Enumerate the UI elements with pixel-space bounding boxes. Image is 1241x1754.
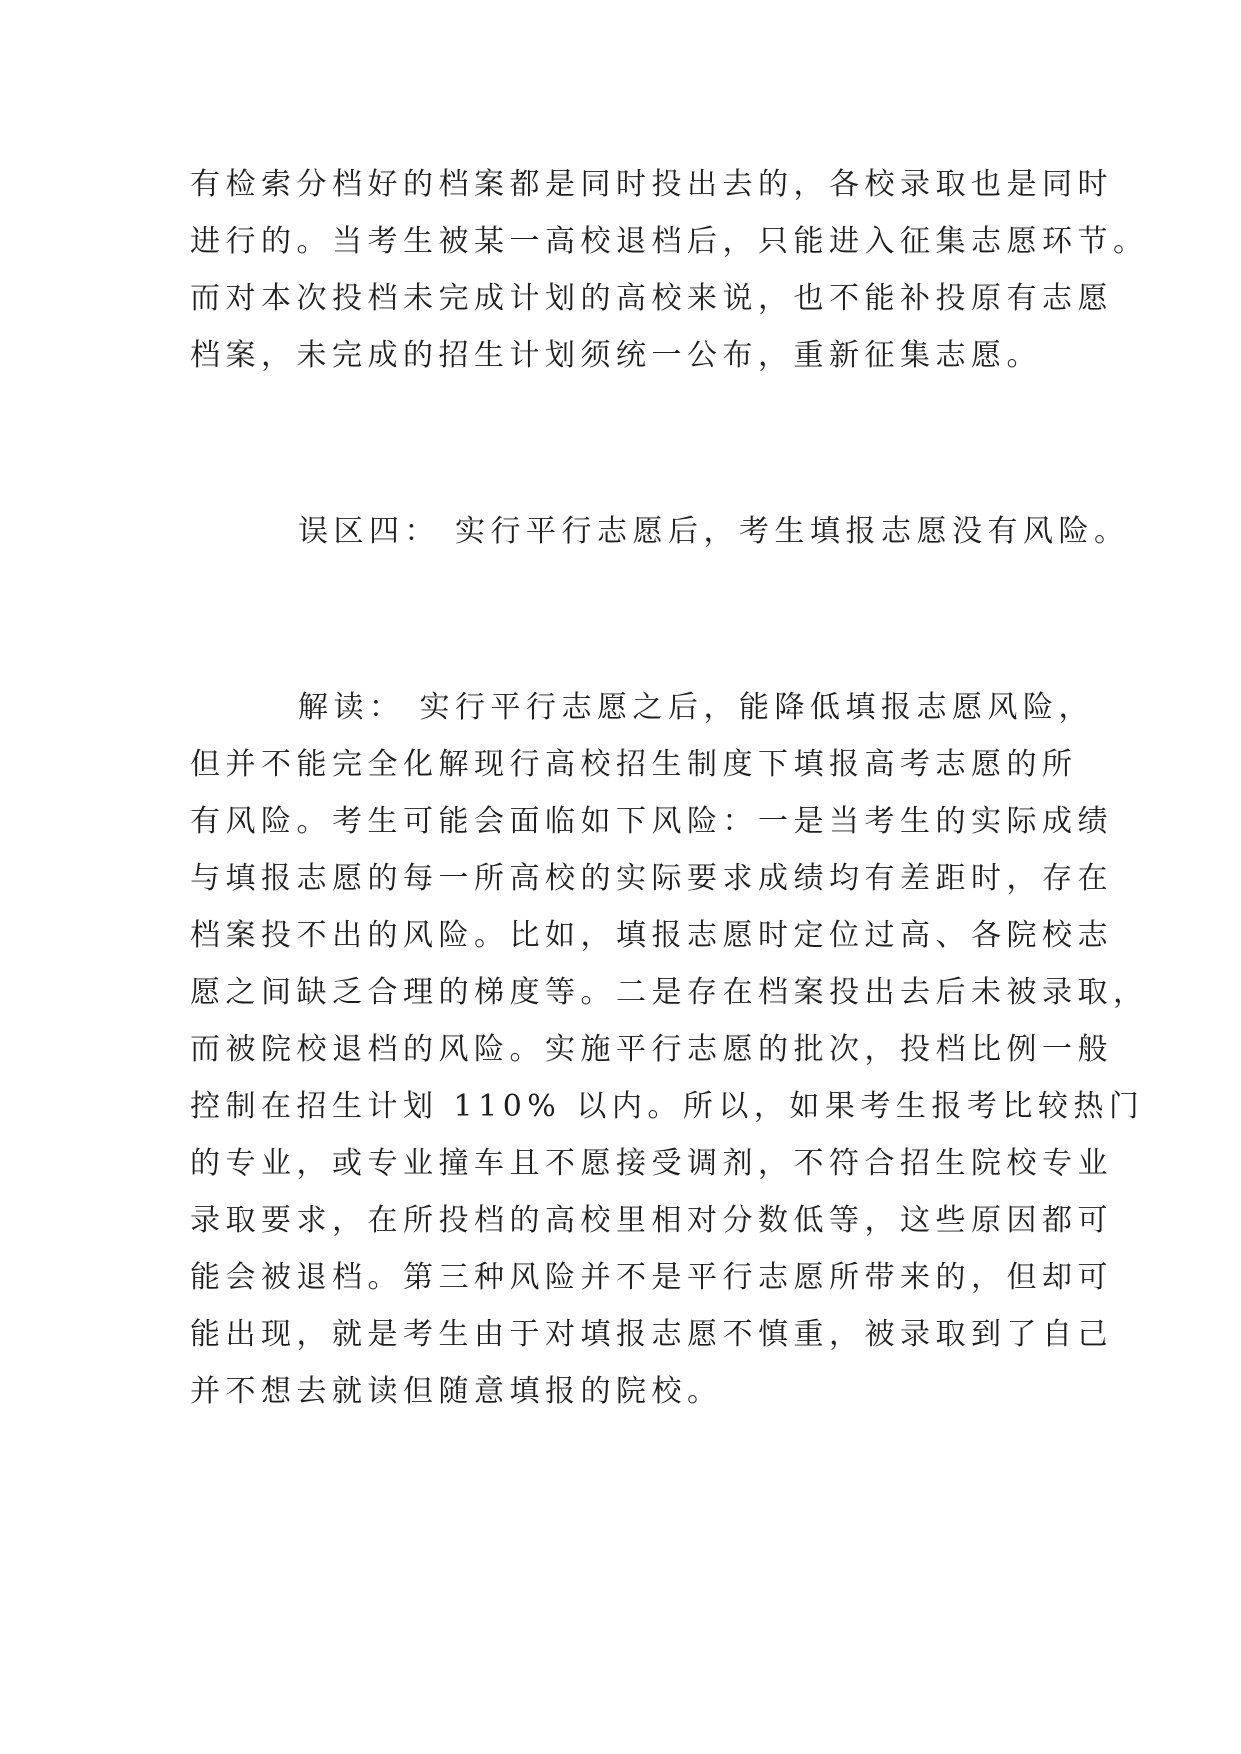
interpretation-line: 的专业，或专业撞车且不愿接受调剂，不符合招生院校专业 — [190, 1146, 1113, 1181]
interpretation-line: 愿之间缺乏合理的梯度等。二是存在档案投出去后未被录取， — [190, 975, 1149, 1010]
interpretation-line: 而被院校退档的风险。实施平行志愿的批次，投档比例一般 — [190, 1032, 1113, 1067]
interpretation-line: 有风险。考生可能会面临如下风险：一是当考生的实际成绩 — [190, 804, 1113, 839]
interpretation-line: 解读： 实行平行志愿之后，能降低填报志愿风险， — [298, 690, 1095, 725]
text-line: 有检索分档好的档案都是同时投出去的，各校录取也是同时 — [190, 167, 1113, 202]
interpretation-line: 能会被退档。第三种风险并不是平行志愿所带来的，但却可 — [190, 1260, 1113, 1295]
interpretation-line: 但并不能完全化解现行高校招生制度下填报高考志愿的所 — [190, 747, 1078, 782]
text-line: 而对本次投档未完成计划的高校来说，也不能补投原有志愿 — [190, 281, 1113, 316]
interpretation-line: 档案投不出的风险。比如，填报志愿时定位过高、各院校志 — [190, 918, 1113, 953]
interpretation-line: 控制在招生计划 110% 以内。所以，如果考生报考比较热门 — [190, 1089, 1145, 1124]
text-line: 进行的。当考生被某一高校退档后，只能进入征集志愿环节。 — [190, 224, 1149, 259]
interpretation-line: 能出现，就是考生由于对填报志愿不慎重，被录取到了自己 — [190, 1317, 1113, 1352]
interpretation-line: 录取要求，在所投档的高校里相对分数低等，这些原因都可 — [190, 1203, 1113, 1238]
misconception-heading: 误区四： 实行平行志愿后，考生填报志愿没有风险。 — [298, 514, 1130, 549]
interpretation-line: 与填报志愿的每一所高校的实际要求成绩均有差距时，存在 — [190, 861, 1113, 896]
interpretation-line: 并不想去就读但随意填报的院校。 — [190, 1374, 723, 1409]
text-line: 档案，未完成的招生计划须统一公布，重新征集志愿。 — [190, 338, 1042, 373]
